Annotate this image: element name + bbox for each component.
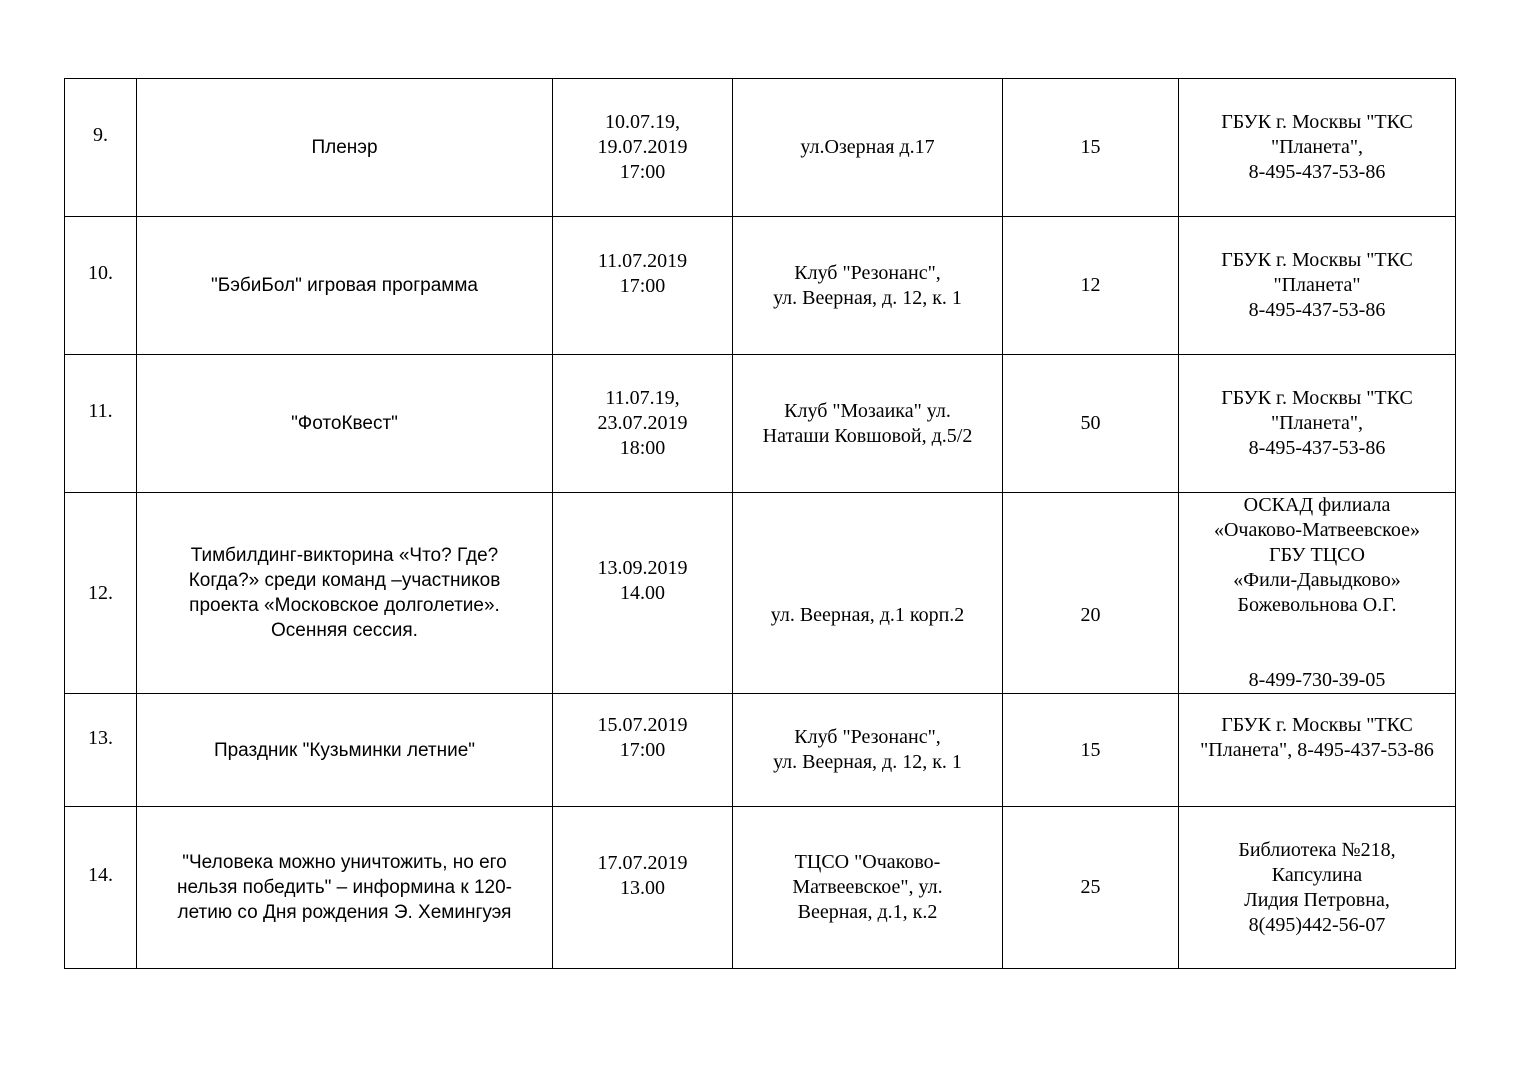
event-place: Клуб "Резонанс", ул. Веерная, д. 12, к. 1 [733, 217, 1003, 355]
organizer: ОСКАД филиала «Очаково-Матвеевское» ГБУ ТЦСО «Фили-Давыдково» Божевольнова О.Г. 8-499-730-39-05 [1179, 493, 1456, 694]
events-table [64, 78, 1456, 969]
participant-count: 25 [1003, 807, 1179, 969]
table-row [65, 355, 1456, 493]
row-number: 10. [65, 217, 137, 355]
event-date: 11.07.19, 23.07.2019 18:00 [553, 355, 733, 493]
row-number: 14. [65, 807, 137, 969]
table-row [65, 694, 1456, 807]
event-name: Праздник "Кузьминки летние" [137, 694, 553, 807]
event-place: Клуб "Мозаика" ул. Наташи Ковшовой, д.5/2 [733, 355, 1003, 493]
organizer: ГБУК г. Москвы "ТКС "Планета" 8-495-437-53-86 [1179, 217, 1456, 355]
organizer: ГБУК г. Москвы "ТКС "Планета", 8-495-437-53-86 [1179, 694, 1456, 807]
event-name: "БэбиБол" игровая программа [137, 217, 553, 355]
organizer: Библиотека №218, Капсулина Лидия Петровна, 8(495)442-56-07 [1179, 807, 1456, 969]
event-name: "ФотоКвест" [137, 355, 553, 493]
table-row [65, 79, 1456, 217]
event-date: 17.07.2019 13.00 [553, 807, 733, 969]
participant-count: 50 [1003, 355, 1179, 493]
event-date: 13.09.2019 14.00 [553, 493, 733, 694]
organizer: ГБУК г. Москвы "ТКС "Планета", 8-495-437-53-86 [1179, 79, 1456, 217]
row-number: 9. [65, 79, 137, 217]
event-date: 11.07.2019 17:00 [553, 217, 733, 355]
participant-count: 20 [1003, 493, 1179, 694]
event-name: Пленэр [137, 79, 553, 217]
row-number: 13. [65, 694, 137, 807]
event-place: ТЦСО "Очаково- Матвеевское", ул. Веерная, д.1, к.2 [733, 807, 1003, 969]
table-row [65, 807, 1456, 969]
row-number: 12. [65, 493, 137, 694]
organizer: ГБУК г. Москвы "ТКС "Планета", 8-495-437-53-86 [1179, 355, 1456, 493]
table-row [65, 217, 1456, 355]
event-place: ул.Озерная д.17 [733, 79, 1003, 217]
event-date: 10.07.19, 19.07.2019 17:00 [553, 79, 733, 217]
event-name: "Человека можно уничтожить, но его нельзя победить" – информина к 120- летию со Дня рождения Э. Хемингуэя [137, 807, 553, 969]
participant-count: 15 [1003, 694, 1179, 807]
row-number: 11. [65, 355, 137, 493]
event-place: ул. Веерная, д.1 корп.2 [733, 493, 1003, 694]
event-name: Тимбилдинг-викторина «Что? Где? Когда?» среди команд –участников проекта «Московское долголетие». Осенняя сессия. [137, 493, 553, 694]
table-row [65, 493, 1456, 694]
event-date: 15.07.2019 17:00 [553, 694, 733, 807]
event-place: Клуб "Резонанс", ул. Веерная, д. 12, к. 1 [733, 694, 1003, 807]
participant-count: 15 [1003, 79, 1179, 217]
participant-count: 12 [1003, 217, 1179, 355]
